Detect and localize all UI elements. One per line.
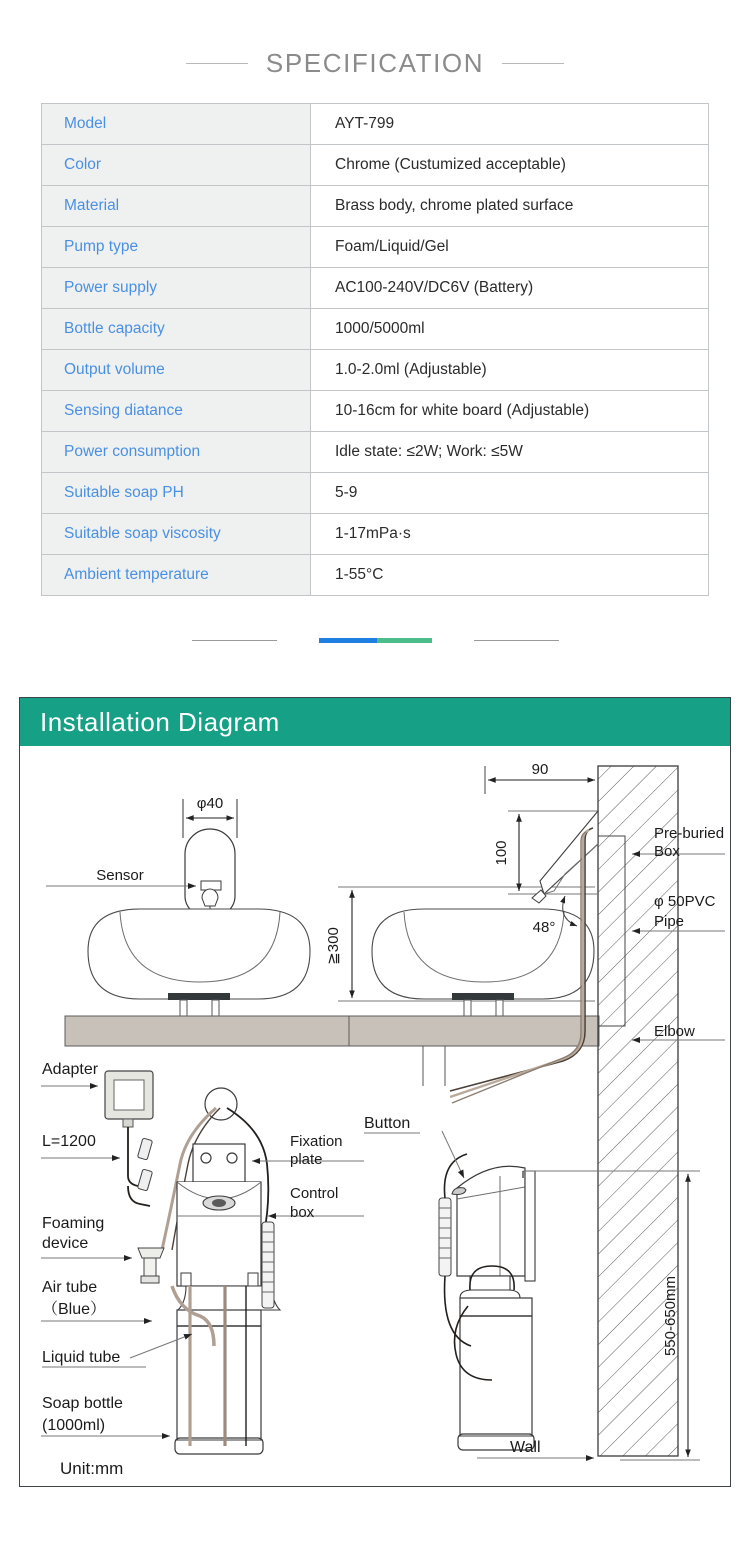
spec-key: Output volume — [42, 350, 311, 391]
sensor-label: Sensor — [96, 867, 144, 884]
divider-accent-green — [377, 638, 432, 643]
spec-key: Color — [42, 145, 311, 186]
title-rule-left — [186, 63, 248, 64]
table-row — [42, 473, 709, 514]
air-tube-label-line2: （Blue） — [42, 1301, 107, 1318]
spec-value: Brass body, chrome plated surface — [311, 186, 709, 227]
spec-key: Suitable soap viscosity — [42, 514, 311, 555]
air-tube-label: Air tube — [42, 1279, 98, 1296]
table-row — [42, 514, 709, 555]
divider-line-right — [474, 640, 559, 641]
spec-value: 1-55°C — [311, 555, 709, 596]
installation-diagram-svg — [20, 746, 732, 1486]
right-basin-group — [325, 887, 599, 1086]
foaming-device-group — [138, 1248, 164, 1283]
table-row — [42, 350, 709, 391]
dim-100-label: 100 — [493, 840, 510, 866]
spec-key: Ambient temperature — [42, 555, 311, 596]
dim-min300-label: ≧300 — [325, 927, 342, 965]
spec-value: 1-17mPa·s — [311, 514, 709, 555]
spec-value: 1.0-2.0ml (Adjustable) — [311, 350, 709, 391]
table-row — [42, 309, 709, 350]
cable-length-label: L=1200 — [42, 1133, 96, 1150]
control-box-label: Control — [290, 1185, 339, 1202]
spec-value: 10-16cm for white board (Adjustable) — [311, 391, 709, 432]
table-row — [42, 104, 709, 145]
control-box-callout — [268, 1185, 364, 1221]
soap-bottle-label-line2: (1000ml) — [42, 1417, 106, 1434]
installation-diagram-body — [20, 746, 730, 1486]
table-row — [42, 186, 709, 227]
adapter-group — [41, 1061, 153, 1127]
soap-bottle-callout — [41, 1395, 170, 1436]
foaming-device-label: Foaming — [42, 1215, 105, 1232]
dim-phi40-label: φ40 — [196, 795, 224, 812]
section-divider — [0, 632, 750, 648]
pvc-pipe-label-line2: Pipe — [654, 913, 685, 930]
fixation-plate-callout — [252, 1133, 364, 1168]
cable-length-callout — [41, 1133, 120, 1158]
divider-gap-left — [277, 640, 319, 641]
spec-key: Pump type — [42, 227, 311, 268]
wall-label: Wall — [510, 1439, 541, 1456]
adapter-label: Adapter — [42, 1061, 99, 1078]
spec-value: Idle state: ≤2W; Work: ≤5W — [311, 432, 709, 473]
title-rule-right — [502, 63, 564, 64]
page-title: SPECIFICATION — [265, 47, 485, 78]
mount-height-label: 550-650mm — [662, 1275, 679, 1357]
spec-key: Sensing diatance — [42, 391, 311, 432]
fixation-plate-label-line2: plate — [290, 1151, 323, 1168]
table-row — [42, 268, 709, 309]
divider-accent-blue — [319, 638, 377, 643]
table-row — [42, 227, 709, 268]
control-box-connector — [262, 1222, 274, 1308]
liquid-tube-callout — [42, 1334, 192, 1367]
pre-buried-box-label-line2: Box — [654, 843, 680, 860]
pvc-pipe-label: φ 50PVC — [654, 893, 716, 910]
foaming-device-callout — [41, 1215, 132, 1258]
spec-value: Chrome (Custumized acceptable) — [311, 145, 709, 186]
spec-value: AYT-799 — [311, 104, 709, 145]
spec-key: Suitable soap PH — [42, 473, 311, 514]
soap-bottle-label: Soap bottle — [42, 1395, 123, 1412]
spec-value: Foam/Liquid/Gel — [311, 227, 709, 268]
table-row — [42, 145, 709, 186]
dim-90-label: 90 — [531, 761, 549, 778]
installation-diagram-title: Installation Diagram — [40, 706, 280, 737]
divider-line-left — [192, 640, 277, 641]
fixation-plate-label: Fixation — [290, 1133, 343, 1150]
wall-mounted-unit-group — [439, 1154, 535, 1450]
spec-key: Power supply — [42, 268, 311, 309]
spec-value: 5-9 — [311, 473, 709, 514]
divider-gap-right — [432, 640, 474, 641]
control-box-label-line2: box — [290, 1204, 315, 1221]
unit-label: Unit:mm — [60, 1459, 124, 1478]
spec-value: 1000/5000ml — [311, 309, 709, 350]
specification-title-block — [0, 40, 750, 86]
table-row — [42, 432, 709, 473]
air-tube-callout — [41, 1279, 152, 1321]
spec-key: Bottle capacity — [42, 309, 311, 350]
left-basin-group — [65, 909, 355, 1046]
angle-48-label: 48° — [532, 919, 556, 936]
spec-key: Model — [42, 104, 311, 145]
table-row — [42, 555, 709, 596]
spec-key: Power consumption — [42, 432, 311, 473]
foaming-device-label-line2: device — [42, 1235, 89, 1252]
table-row — [42, 391, 709, 432]
sensor-elevation-group — [46, 795, 237, 918]
liquid-tube-label: Liquid tube — [42, 1349, 121, 1366]
spec-key: Material — [42, 186, 311, 227]
specification-table — [41, 103, 709, 596]
installation-diagram-header — [20, 698, 730, 746]
installation-diagram-panel — [19, 697, 731, 1487]
elbow-label: Elbow — [654, 1023, 695, 1040]
pre-buried-box-label: Pre-buried — [654, 825, 725, 842]
specification-table-body — [42, 104, 709, 596]
button-label: Button — [364, 1115, 411, 1132]
spec-value: AC100-240V/DC6V (Battery) — [311, 268, 709, 309]
